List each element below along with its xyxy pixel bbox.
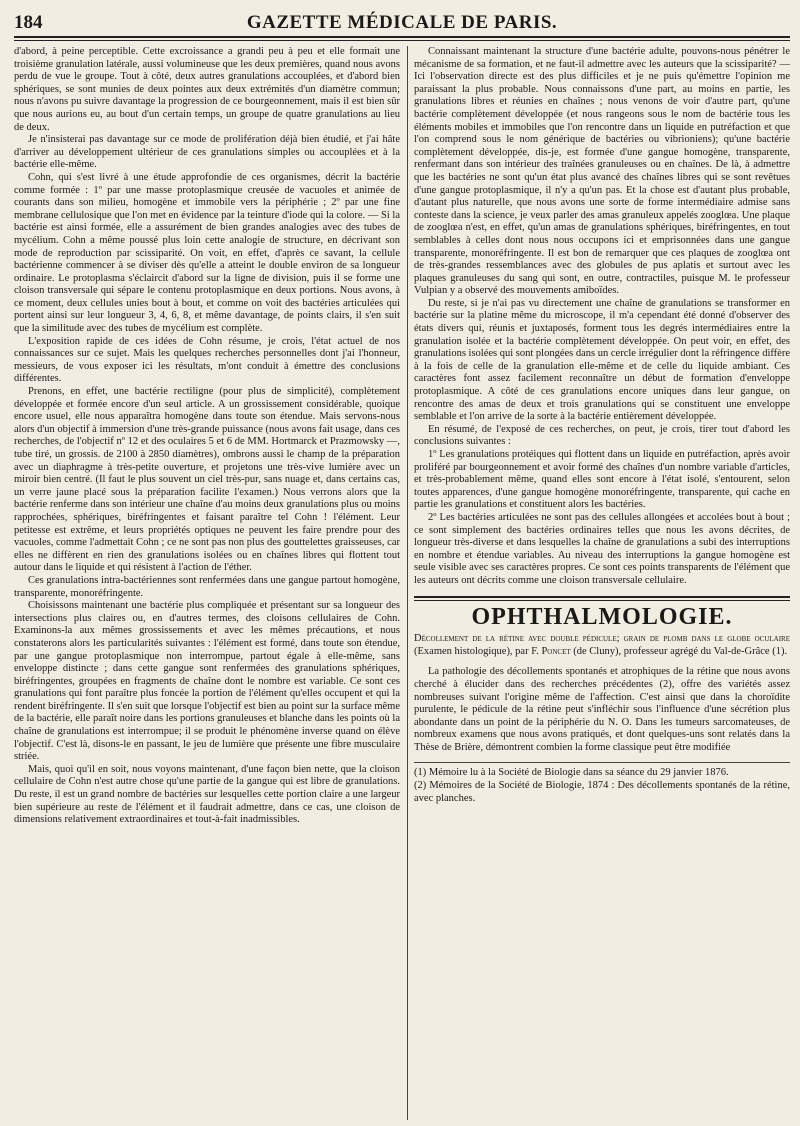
article-affiliation: (de Cluny), professeur agrégé du Val-de-Grâce (1).: [570, 645, 788, 657]
article-title-rest: (Examen histologique), par: [414, 645, 532, 657]
right-column: [414, 46, 790, 1120]
section-heading: OPHTHALMOLOGIE.: [471, 603, 733, 630]
paragraph: Connaissant maintenant la structure d'une bactérie adulte, pouvons-nous pénétrer le mécanisme de sa formation, et ne faut-il admettre avec les auteurs que la scissiparité? — Ici l'observation directe est des plus difficiles et je ne puis qu'émettre l'opinion me paraissant la plus probable. Nous connaissons d'une part, au moins en partie, les granulations libres et réunies en chaînes ; nous venons de voir d'autre part, qu'une bactérie complètement développée (et nous rangeons sous le nom de bactérie tous les éléments mobiles et immobiles que l'on rencontre dans un liquide en putréfaction et que l'on comprend sous le nom générique de bactéries ou vibrioniens); qu'une bactérie complètement développée, dis-je, est formée d'une gangue homogène, transparente, renfermant dans son intérieur des traînées granuleuses ou en chaînes. De là, à admettre que les bactéries ne sont qu'un état plus avancé des chaînes libres qui se sont revêtues d'une gangue protoplasmique, il n'y a qu'un pas. Et la chose est d'autant plus probable, d'autant plus naturelle, que nous avons une sorte de forme intermédiaire admise sans conteste dans la science, je veux parler des amas granuleux appelés zooglœa. Une plaque de zooglœa n'est, en effet, qu'un amas de granulations sphériques, biréfringentes, en tout semblables à celles dont nous nous occupons ici et emprisonnées dans une gangue transparente, monoréfringente. Il est bon de remarquer que ces plaques de zooglœa ont de très-grandes ressemblances avec des globules de pus aplatis et surtout avec les plaques granuleuses du sang qui sont, en outre, contractiles, puisque M. le professeur Vulpian y a observé des mouvements amiboïdes.: [414, 46, 790, 297]
paragraph: 2º Les bactéries articulées ne sont pas des cellules allongées et accolées bout à bout ; ce sont simplement des bactéries ordinaires telles que nous les avons décrites, de longueur très-diverse et dans lesquelles la chaîne de granulations a subi des interruptions en nombre et étendue variables. Au niveau des interruptions la gangue homogène est seule visible avec ses caractères propres. Ce sont ces points transparents de l'élément que les auteurs ont décrits comme une cloison transversale cellulaire.: [414, 511, 790, 586]
paragraph: Cohn, qui s'est livré à une étude approfondie de ces organismes, décrit la bactérie comme formée : 1º par une masse protoplasmique creusée de vacuoles et animée de courants dans son milieu, homogène et immobile vers la périphérie ; 2º par une fine membrane cellulosique que l'on met en évidence par la teinture d'iode qui la colore. — Si la bactérie est ainsi formée, elle a assurément de bien grandes analogies avec des tubes de mycélium. Cohn a même poussé plus loin cette analogie de structure, en décrivant son mode de reproduction par scissiparité. On voit, en effet, d'après ce savant, la cellule bactérienne commencer à se diviser dès qu'elle a atteint le double environ de sa longueur ordinaire. Le protoplasma s'éclaircit d'abord sur la ligne de division, puis il se forme une cloison transversale qui sépare le contenu protoplasmique en deux portions. Nous avons, à ce moment, deux cellules unies bout à bout, et comme on voit des bactéries articulées qui portent ainsi sur leur longueur 3, 4, 6, 8, et même davantage, de points clairs, il s'en suit que la similitude avec des tubes de mycélium est complète.: [14, 171, 400, 335]
paragraph: d'abord, à peine perceptible. Cette excroissance a grandi peu à peu et elle formait une troisième granulation latérale, aussi volumineuse que les deux premières, quand nous avons perdu de vue le groupe. Tout à côté, deux autres granulations accouplées, et d'abord bien sphériques, se sont munies de deux pointes aux deux extrémités d'un diamètre commun; nous n'avons pu suivre davantage la progression de ce bourgeonnement, mais il est bien sûr que nous aurions eu, au bout d'un certain temps, un groupe de quatre granulations au lieu de deux.: [14, 46, 400, 133]
paragraph: 1º Les granulations protéiques qui flottent dans un liquide en putréfaction, après avoir proliféré par bourgeonnement et avoir formé des chaînes d'un nombre variable d'articles, et très-probablement même, quand elles sont encore à l'état isolé, s'entourent, selon toutes apparences, d'une gangue homogène monoréfringente, transparente, qui cache en partie les granulations et constituent alors les bactéries.: [414, 449, 790, 511]
paragraph: Choisissons maintenant une bactérie plus compliquée et présentant sur sa longueur des intersections plus claires ou, en d'autres termes, des cloisons cellulaires de Cohn. Examinons-la aux mêmes grossissements et avec les mêmes précautions, et nous constaterons alors les particularités suivantes : l'élément est formé, dans toute son étendue, par une gangue protoplasmique non interrompue, partout égale à elle-même, sans enveloppe distincte ; dans cette gangue sont renfermées des granulations sphériques, biréfringentes, groupées en fragments de chaîne dont le nombre est variable. Ce sont ces granulations qui font paraître plus foncée la portion de l'élément qu'elles occupent et qui la rendent biréfringente. Il s'en suit que lorsque l'objectif est bien au point sur la surface même de la bactérie, elle paraît noire dans les portions granuleuses et blanche dans les points où la chaîne de granulations est interrompue; il se produit le phénomène inverse quand on élève l'objectif. C'est là, disons-le en passant, le jeu de lumière que présente une fibre musculaire striée.: [14, 600, 400, 763]
paragraph: Mais, quoi qu'il en soit, nous voyons maintenant, d'une façon bien nette, que la cloison cellulaire de Cohn n'est autre chose qu'une partie de la gangue qui est libre de granulations. Du reste, il est un grand nombre de bactéries sur lesquelles cette portion claire a une largeur bien supérieure au reste de l'élément et il faudrait admettre, dans ce cas, une cloison de dimensions relativement extraordinaires et tout-à-fait inadmissibles.: [14, 763, 400, 826]
article-title-lead: Décollement de la rétine avec double pédicule; grain de plomb dans le globe oculaire: [414, 633, 790, 645]
paragraph: Du reste, si je n'ai pas vu directement une chaîne de granulations se transformer en bactérie sur la platine même du microscope, il m'a cependant été donné d'observer des états divers qui, réunis et juxtaposés, forment tous les degrés intermédiaires entre la granulation isolée et la bactérie complètement développée. On peut voir, en effet, des granulations isolées qui sont plongées dans un cercle irrégulier dont la réfringence diffère à la fois de celle de la granulation elle-même et de celle du liquide ambiant. Ces caractères font assez facilement reconnaître un début de formation d'enveloppe protoplasmique. A côté de ces granulations encore uniques dans leur gangue, on rencontre des amas de deux et trois granulations qui se constituent une enveloppe semblable et l'on arrive de la sorte à la bactérie entièrement développée.: [414, 297, 790, 423]
page-number: 184: [14, 12, 43, 33]
paragraph: L'exposition rapide de ces idées de Cohn résume, je crois, l'état actuel de nos connaissances sur ce sujet. Mais les quelques recherches personnelles dont j'ai l'honneur, messieurs, de vous exposer ici les résultats, m'ont conduit à émettre des conclusions différentes.: [14, 335, 400, 385]
section-rule: [414, 600, 790, 601]
left-column: [14, 46, 400, 1120]
running-title: GAZETTE MÉDICALE DE PARIS.: [246, 12, 558, 33]
paragraph: Ces granulations intra-bactériennes sont renfermées dans une gangue partout homogène, transparente, monoréfringente.: [14, 574, 400, 599]
paragraph: La pathologie des décollements spontanés et atrophiques de la rétine que nous avons cherché à élucider dans des recherches précédentes (2), offre des variétés assez nombreuses suivant l'origine même de l'affection. C'est ainsi que dans la choroïdite purulente, le pédicule de la rétine peut s'infléchir sous l'influence d'une sécrétion plus abondante dans un point de la périphérie du N. O. Dans les tumeurs sarcomateuses, de nombreux examens que nous avons pratiqués, et dont quelques-uns sont relatés dans la Thèse de Brière, démontrent combien la forme classique peut être modifiée: [414, 666, 790, 753]
article-title: [414, 633, 790, 658]
newspaper-page: [14, 6, 790, 1120]
footnote: (2) Mémoires de la Société de Biologie, 1874 : Des décollements spontanés de la rétine, avec planches.: [414, 780, 790, 804]
page-header: [14, 6, 790, 38]
section-rule: [414, 596, 790, 598]
columns: [14, 46, 790, 1120]
footnote-rule: [414, 762, 790, 763]
header-rule: [14, 40, 790, 41]
column-separator: [407, 46, 408, 1120]
paragraph: Je n'insisterai pas davantage sur ce mode de prolifération déjà bien étudié, et j'ai hâte d'arriver au développement ultérieur de ces granulations simples ou accouplées et à la bactérie elle-même.: [14, 134, 400, 171]
paragraph: En résumé, de l'exposé de ces recherches, on peut, je crois, tirer tout d'abord les conclusions suivantes :: [414, 423, 790, 448]
paragraph: Prenons, en effet, une bactérie rectiligne (pour plus de simplicité), complètement développée et formée encore d'un seul article. A un grossissement considérable, quoique encore usuel, elle nous apparaîtra homogène dans toute son étendue. Mais servons-nous alors d'un objectif à immersion d'une très-grande puissance (nous avons fait usage, dans ces recherches, de l'objectif nº 12 et des oculaires 5 et 6 de MM. Hortmarck et Prazmowsky —, tube tiré, un grossis. de 2100 à 2850 diamètres), ombrons aussi le champ de la préparation avec un diaphragme à très-petite ouverture, et projetons une très-vive lumière avec un miroir bien centré. (Il faut le plus souvent un ciel très-pur, sans nuage et, dans certains cas, un verre jaune placé sous la préparation facilite l'examen.) Nous verrons alors que la bactérie renferme dans son intérieur une chaîne d'au moins deux granulations plus ou moins rapprochées, sphériques, biréfringentes et faisant paraître tel Cohn ! l'élément. Leur petitesse est extrême, et leurs propriétés optiques ne peuvent les faire prendre pour des vacuoles, comme l'admettait Cohn ; ce ne sont pas non plus des gouttelettes graisseuses, car elles ne diffèrent en rien des granulations isolées ou en chaînes libres qui flottent tout autour dans le liquide et qui résistent à l'action de l'éther.: [14, 386, 400, 574]
article-author: F. Poncet: [531, 645, 571, 657]
footnote: (1) Mémoire lu à la Société de Biologie dans sa séance du 29 janvier 1876.: [414, 767, 729, 779]
